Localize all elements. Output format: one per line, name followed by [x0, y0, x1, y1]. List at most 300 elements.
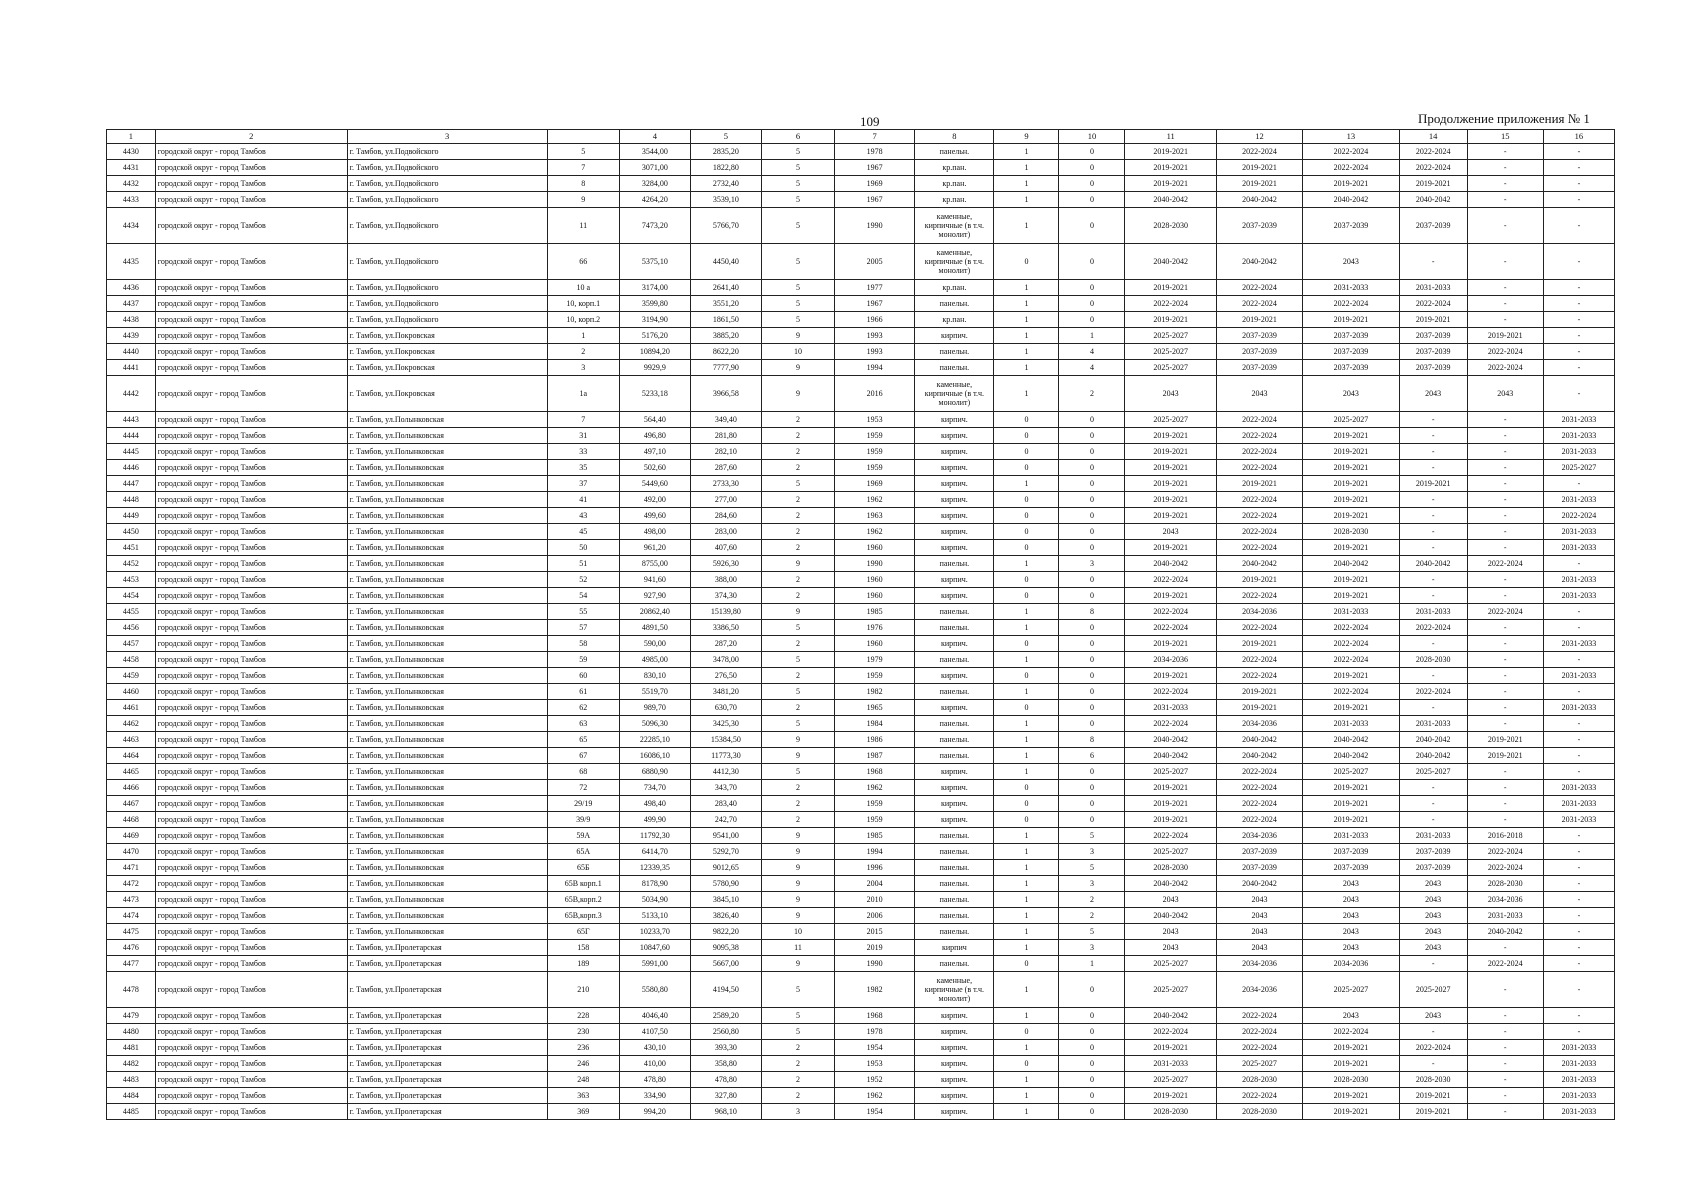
period-15-cell: - [1467, 192, 1543, 208]
house-number-cell: 10, корп.2 [547, 312, 619, 328]
house-number-cell: 7 [547, 412, 619, 428]
total-area-cell: 734,70 [619, 780, 690, 796]
living-area-cell: 5667,00 [690, 956, 761, 972]
col-10-value-cell: 0 [1059, 796, 1125, 812]
row-number-cell: 4460 [107, 684, 156, 700]
period-14-cell: 2037-2039 [1399, 844, 1467, 860]
header-row [107, 130, 1615, 144]
row-number-cell: 4468 [107, 812, 156, 828]
period-11-cell: 2019-2021 [1125, 1088, 1216, 1104]
period-11-cell: 2019-2021 [1125, 588, 1216, 604]
period-14-cell: 2019-2021 [1399, 476, 1467, 492]
period-12-cell: 2022-2024 [1216, 460, 1302, 476]
period-12-cell: 2019-2021 [1216, 312, 1302, 328]
col-10-value-cell: 0 [1059, 508, 1125, 524]
period-12-cell: 2019-2021 [1216, 160, 1302, 176]
row-number-cell: 4454 [107, 588, 156, 604]
build-year-cell: 1959 [835, 428, 915, 444]
row-number-cell: 4449 [107, 508, 156, 524]
wall-material-cell: каменные, кирпичные (в т.ч. монолит) [915, 972, 994, 1008]
period-12-cell: 2019-2021 [1216, 636, 1302, 652]
total-area-cell: 334,90 [619, 1088, 690, 1104]
period-16-cell: - [1543, 160, 1614, 176]
living-area-cell: 3425,30 [690, 716, 761, 732]
col-10-value-cell: 0 [1059, 972, 1125, 1008]
floors-cell: 9 [761, 892, 834, 908]
build-year-cell: 1959 [835, 668, 915, 684]
living-area-cell: 281,80 [690, 428, 761, 444]
house-number-cell: 158 [547, 940, 619, 956]
period-14-cell: 2031-2033 [1399, 716, 1467, 732]
period-14-cell: 2043 [1399, 892, 1467, 908]
period-13-cell: 2019-2021 [1303, 572, 1399, 588]
build-year-cell: 1969 [835, 476, 915, 492]
total-area-cell: 3071,00 [619, 160, 690, 176]
col-9-value-cell: 0 [994, 492, 1059, 508]
period-11-cell: 2022-2024 [1125, 296, 1216, 312]
build-year-cell: 1959 [835, 444, 915, 460]
house-number-cell: 39/9 [547, 812, 619, 828]
street-address-cell: г. Тамбов, ул.Полынковская [347, 732, 547, 748]
col-9-value-cell: 1 [994, 280, 1059, 296]
col-9-value-cell: 1 [994, 972, 1059, 1008]
municipality-cell: городской округ - город Тамбов [155, 144, 347, 160]
house-number-cell: 10, корп.1 [547, 296, 619, 312]
municipality-cell: городской округ - город Тамбов [155, 508, 347, 524]
municipality-cell: городской округ - город Тамбов [155, 296, 347, 312]
row-number-cell: 4471 [107, 860, 156, 876]
floors-cell: 10 [761, 344, 834, 360]
col-10-value-cell: 4 [1059, 344, 1125, 360]
period-13-cell: 2022-2024 [1303, 144, 1399, 160]
floors-cell: 11 [761, 940, 834, 956]
wall-material-cell: кр.пан. [915, 280, 994, 296]
period-13-cell: 2028-2030 [1303, 524, 1399, 540]
table-row [107, 700, 1615, 716]
period-14-cell: 2043 [1399, 940, 1467, 956]
build-year-cell: 1993 [835, 328, 915, 344]
period-15-cell: 2022-2024 [1467, 344, 1543, 360]
col-10-value-cell: 3 [1059, 876, 1125, 892]
street-address-cell: г. Тамбов, ул.Пролетарская [347, 940, 547, 956]
street-address-cell: г. Тамбов, ул.Полынковская [347, 556, 547, 572]
period-14-cell: 2022-2024 [1399, 144, 1467, 160]
row-number-cell: 4435 [107, 244, 156, 280]
table-row [107, 344, 1615, 360]
row-number-cell: 4452 [107, 556, 156, 572]
col-10-value-cell: 0 [1059, 1088, 1125, 1104]
period-12-cell: 2040-2042 [1216, 556, 1302, 572]
period-16-cell: - [1543, 476, 1614, 492]
wall-material-cell: панельн. [915, 604, 994, 620]
col-10-value-cell: 5 [1059, 924, 1125, 940]
col-9-value-cell: 0 [994, 796, 1059, 812]
period-15-cell: 2043 [1467, 376, 1543, 412]
period-11-cell: 2019-2021 [1125, 444, 1216, 460]
row-number-cell: 4481 [107, 1040, 156, 1056]
period-15-cell: - [1467, 588, 1543, 604]
wall-material-cell: кирпич. [915, 1072, 994, 1088]
total-area-cell: 5133,10 [619, 908, 690, 924]
period-14-cell: 2019-2021 [1399, 176, 1467, 192]
col-10-value-cell: 0 [1059, 312, 1125, 328]
period-13-cell: 2019-2021 [1303, 668, 1399, 684]
house-number-cell: 60 [547, 668, 619, 684]
house-number-cell: 1 [547, 328, 619, 344]
total-area-cell: 989,70 [619, 700, 690, 716]
floors-cell: 9 [761, 748, 834, 764]
period-13-cell: 2037-2039 [1303, 360, 1399, 376]
period-14-cell: - [1399, 428, 1467, 444]
wall-material-cell: панельн. [915, 716, 994, 732]
floors-cell: 9 [761, 876, 834, 892]
period-14-cell: 2043 [1399, 1008, 1467, 1024]
living-area-cell: 9541,00 [690, 828, 761, 844]
period-16-cell: 2031-2033 [1543, 636, 1614, 652]
house-number-cell: 230 [547, 1024, 619, 1040]
row-number-cell: 4443 [107, 412, 156, 428]
period-11-cell: 2019-2021 [1125, 668, 1216, 684]
living-area-cell: 9095,38 [690, 940, 761, 956]
period-15-cell: - [1467, 780, 1543, 796]
house-number-cell: 9 [547, 192, 619, 208]
table-row [107, 556, 1615, 572]
build-year-cell: 1987 [835, 748, 915, 764]
period-16-cell: - [1543, 1024, 1614, 1040]
table-row [107, 812, 1615, 828]
municipality-cell: городской округ - город Тамбов [155, 176, 347, 192]
period-11-cell: 2043 [1125, 924, 1216, 940]
period-16-cell: 2031-2033 [1543, 588, 1614, 604]
period-11-cell: 2025-2027 [1125, 328, 1216, 344]
period-16-cell: - [1543, 956, 1614, 972]
period-13-cell: 2019-2021 [1303, 428, 1399, 444]
period-13-cell: 2043 [1303, 244, 1399, 280]
col-9-value-cell: 1 [994, 860, 1059, 876]
period-15-cell: - [1467, 160, 1543, 176]
row-number-cell: 4484 [107, 1088, 156, 1104]
municipality-cell: городской округ - город Тамбов [155, 956, 347, 972]
house-number-cell: 189 [547, 956, 619, 972]
build-year-cell: 1960 [835, 572, 915, 588]
period-12-cell: 2022-2024 [1216, 144, 1302, 160]
period-13-cell: 2031-2033 [1303, 604, 1399, 620]
col-9-value-cell: 1 [994, 360, 1059, 376]
street-address-cell: г. Тамбов, ул.Полынковская [347, 444, 547, 460]
period-14-cell: - [1399, 668, 1467, 684]
period-11-cell: 2019-2021 [1125, 540, 1216, 556]
municipality-cell: городской округ - город Тамбов [155, 160, 347, 176]
wall-material-cell: каменные, кирпичные (в т.ч. монолит) [915, 244, 994, 280]
period-16-cell: 2031-2033 [1543, 796, 1614, 812]
period-11-cell: 2040-2042 [1125, 908, 1216, 924]
wall-material-cell: панельн. [915, 908, 994, 924]
header-cell: 15 [1467, 130, 1543, 144]
municipality-cell: городской округ - город Тамбов [155, 764, 347, 780]
col-9-value-cell: 1 [994, 940, 1059, 956]
period-11-cell: 2043 [1125, 524, 1216, 540]
row-number-cell: 4430 [107, 144, 156, 160]
col-9-value-cell: 1 [994, 716, 1059, 732]
wall-material-cell: кирпич. [915, 812, 994, 828]
period-15-cell: 2022-2024 [1467, 844, 1543, 860]
total-area-cell: 10233,70 [619, 924, 690, 940]
total-area-cell: 5096,30 [619, 716, 690, 732]
wall-material-cell: кирпич. [915, 1008, 994, 1024]
period-13-cell: 2019-2021 [1303, 1040, 1399, 1056]
period-15-cell: - [1467, 700, 1543, 716]
period-16-cell: 2031-2033 [1543, 812, 1614, 828]
wall-material-cell: каменные, кирпичные (в т.ч. монолит) [915, 376, 994, 412]
period-11-cell: 2031-2033 [1125, 1056, 1216, 1072]
period-11-cell: 2040-2042 [1125, 748, 1216, 764]
floors-cell: 5 [761, 620, 834, 636]
table-row [107, 844, 1615, 860]
street-address-cell: г. Тамбов, ул.Полынковская [347, 892, 547, 908]
living-area-cell: 358,80 [690, 1056, 761, 1072]
period-14-cell: - [1399, 796, 1467, 812]
col-10-value-cell: 0 [1059, 588, 1125, 604]
col-9-value-cell: 1 [994, 192, 1059, 208]
period-14-cell: 2040-2042 [1399, 732, 1467, 748]
col-9-value-cell: 1 [994, 844, 1059, 860]
wall-material-cell: панельн. [915, 732, 994, 748]
col-9-value-cell: 1 [994, 1008, 1059, 1024]
row-number-cell: 4473 [107, 892, 156, 908]
row-number-cell: 4475 [107, 924, 156, 940]
period-11-cell: 2022-2024 [1125, 828, 1216, 844]
table-row [107, 376, 1615, 412]
total-area-cell: 5519,70 [619, 684, 690, 700]
period-11-cell: 2019-2021 [1125, 176, 1216, 192]
street-address-cell: г. Тамбов, ул.Полынковская [347, 636, 547, 652]
period-15-cell: 2022-2024 [1467, 860, 1543, 876]
col-10-value-cell: 0 [1059, 412, 1125, 428]
build-year-cell: 1962 [835, 524, 915, 540]
period-16-cell: 2031-2033 [1543, 1040, 1614, 1056]
period-14-cell: 2025-2027 [1399, 764, 1467, 780]
col-10-value-cell: 0 [1059, 684, 1125, 700]
period-13-cell: 2019-2021 [1303, 1056, 1399, 1072]
living-area-cell: 3885,20 [690, 328, 761, 344]
col-9-value-cell: 1 [994, 620, 1059, 636]
col-10-value-cell: 0 [1059, 572, 1125, 588]
row-number-cell: 4444 [107, 428, 156, 444]
total-area-cell: 5034,90 [619, 892, 690, 908]
street-address-cell: г. Тамбов, ул.Полынковская [347, 876, 547, 892]
total-area-cell: 3599,80 [619, 296, 690, 312]
period-11-cell: 2025-2027 [1125, 344, 1216, 360]
table-row [107, 652, 1615, 668]
living-area-cell: 3966,58 [690, 376, 761, 412]
table-row [107, 192, 1615, 208]
total-area-cell: 3284,00 [619, 176, 690, 192]
period-15-cell: - [1467, 636, 1543, 652]
street-address-cell: г. Тамбов, ул.Пролетарская [347, 1072, 547, 1088]
table-row [107, 1104, 1615, 1120]
period-12-cell: 2022-2024 [1216, 668, 1302, 684]
period-12-cell: 2040-2042 [1216, 748, 1302, 764]
period-14-cell: - [1399, 780, 1467, 796]
house-number-cell: 52 [547, 572, 619, 588]
col-9-value-cell: 1 [994, 144, 1059, 160]
col-10-value-cell: 0 [1059, 444, 1125, 460]
row-number-cell: 4446 [107, 460, 156, 476]
street-address-cell: г. Тамбов, ул.Полынковская [347, 796, 547, 812]
total-area-cell: 20862,40 [619, 604, 690, 620]
house-number-cell: 68 [547, 764, 619, 780]
total-area-cell: 12339,35 [619, 860, 690, 876]
wall-material-cell: кирпич. [915, 1088, 994, 1104]
period-15-cell: - [1467, 652, 1543, 668]
row-number-cell: 4485 [107, 1104, 156, 1120]
col-10-value-cell: 0 [1059, 1008, 1125, 1024]
period-16-cell: 2031-2033 [1543, 492, 1614, 508]
col-9-value-cell: 1 [994, 908, 1059, 924]
period-16-cell: - [1543, 376, 1614, 412]
street-address-cell: г. Тамбов, ул.Покровская [347, 360, 547, 376]
col-9-value-cell: 0 [994, 588, 1059, 604]
period-15-cell: - [1467, 244, 1543, 280]
period-12-cell: 2022-2024 [1216, 444, 1302, 460]
floors-cell: 9 [761, 828, 834, 844]
municipality-cell: городской округ - город Тамбов [155, 344, 347, 360]
period-13-cell: 2019-2021 [1303, 476, 1399, 492]
total-area-cell: 830,10 [619, 668, 690, 684]
municipality-cell: городской округ - город Тамбов [155, 1088, 347, 1104]
build-year-cell: 1969 [835, 176, 915, 192]
col-10-value-cell: 0 [1059, 1040, 1125, 1056]
floors-cell: 2 [761, 1088, 834, 1104]
house-number-cell: 55 [547, 604, 619, 620]
street-address-cell: г. Тамбов, ул.Подвойского [347, 312, 547, 328]
period-13-cell: 2019-2021 [1303, 796, 1399, 812]
col-9-value-cell: 1 [994, 344, 1059, 360]
row-number-cell: 4477 [107, 956, 156, 972]
build-year-cell: 1979 [835, 652, 915, 668]
period-13-cell: 2043 [1303, 924, 1399, 940]
build-year-cell: 1990 [835, 556, 915, 572]
street-address-cell: г. Тамбов, ул.Полынковская [347, 540, 547, 556]
living-area-cell: 3481,20 [690, 684, 761, 700]
col-10-value-cell: 0 [1059, 160, 1125, 176]
row-number-cell: 4483 [107, 1072, 156, 1088]
wall-material-cell: панельн. [915, 860, 994, 876]
period-12-cell: 2028-2030 [1216, 1104, 1302, 1120]
period-16-cell: 2031-2033 [1543, 428, 1614, 444]
period-15-cell: 2019-2021 [1467, 748, 1543, 764]
wall-material-cell: панельн. [915, 956, 994, 972]
appendix-continuation-label: Продолжение приложения № 1 [1418, 111, 1590, 126]
total-area-cell: 16086,10 [619, 748, 690, 764]
table-row [107, 1072, 1615, 1088]
col-10-value-cell: 0 [1059, 192, 1125, 208]
street-address-cell: г. Тамбов, ул.Подвойского [347, 160, 547, 176]
header-cell: 5 [690, 130, 761, 144]
total-area-cell: 499,90 [619, 812, 690, 828]
period-14-cell: - [1399, 572, 1467, 588]
build-year-cell: 1976 [835, 620, 915, 636]
period-11-cell: 2025-2027 [1125, 1072, 1216, 1088]
municipality-cell: городской округ - город Тамбов [155, 652, 347, 668]
header-cell [547, 130, 619, 144]
period-15-cell: - [1467, 208, 1543, 244]
table-row [107, 412, 1615, 428]
build-year-cell: 1959 [835, 460, 915, 476]
period-13-cell: 2031-2033 [1303, 280, 1399, 296]
period-11-cell: 2025-2027 [1125, 360, 1216, 376]
municipality-cell: городской округ - город Тамбов [155, 668, 347, 684]
floors-cell: 2 [761, 444, 834, 460]
total-area-cell: 5580,80 [619, 972, 690, 1008]
period-13-cell: 2025-2027 [1303, 412, 1399, 428]
municipality-cell: городской округ - город Тамбов [155, 972, 347, 1008]
table-row [107, 892, 1615, 908]
period-14-cell: - [1399, 588, 1467, 604]
header-cell: 2 [155, 130, 347, 144]
living-area-cell: 283,00 [690, 524, 761, 540]
house-number-cell: 59А [547, 828, 619, 844]
period-14-cell: 2031-2033 [1399, 828, 1467, 844]
period-14-cell: 2037-2039 [1399, 360, 1467, 376]
period-14-cell: - [1399, 812, 1467, 828]
period-16-cell: - [1543, 764, 1614, 780]
floors-cell: 5 [761, 296, 834, 312]
wall-material-cell: панельн. [915, 684, 994, 700]
street-address-cell: г. Тамбов, ул.Полынковская [347, 716, 547, 732]
period-12-cell: 2028-2030 [1216, 1072, 1302, 1088]
period-15-cell: - [1467, 412, 1543, 428]
wall-material-cell: панельн. [915, 828, 994, 844]
period-14-cell: 2022-2024 [1399, 684, 1467, 700]
col-9-value-cell: 1 [994, 748, 1059, 764]
header-cell: 4 [619, 130, 690, 144]
living-area-cell: 284,60 [690, 508, 761, 524]
build-year-cell: 2010 [835, 892, 915, 908]
build-year-cell: 1953 [835, 412, 915, 428]
period-12-cell: 2022-2024 [1216, 492, 1302, 508]
table-row [107, 1056, 1615, 1072]
period-12-cell: 2040-2042 [1216, 244, 1302, 280]
table-row [107, 176, 1615, 192]
municipality-cell: городской округ - город Тамбов [155, 444, 347, 460]
wall-material-cell: кирпич. [915, 444, 994, 460]
period-16-cell: - [1543, 344, 1614, 360]
table-row [107, 208, 1615, 244]
floors-cell: 2 [761, 636, 834, 652]
row-number-cell: 4441 [107, 360, 156, 376]
floors-cell: 5 [761, 1008, 834, 1024]
period-13-cell: 2043 [1303, 892, 1399, 908]
total-area-cell: 5233,18 [619, 376, 690, 412]
floors-cell: 5 [761, 176, 834, 192]
street-address-cell: г. Тамбов, ул.Полынковская [347, 860, 547, 876]
period-13-cell: 2022-2024 [1303, 296, 1399, 312]
row-number-cell: 4434 [107, 208, 156, 244]
col-10-value-cell: 0 [1059, 636, 1125, 652]
col-10-value-cell: 0 [1059, 540, 1125, 556]
house-number-cell: 29/19 [547, 796, 619, 812]
period-14-cell: - [1399, 956, 1467, 972]
period-13-cell: 2019-2021 [1303, 588, 1399, 604]
col-9-value-cell: 0 [994, 244, 1059, 280]
living-area-cell: 277,00 [690, 492, 761, 508]
total-area-cell: 590,00 [619, 636, 690, 652]
house-number-cell: 37 [547, 476, 619, 492]
build-year-cell: 1967 [835, 192, 915, 208]
period-15-cell: 2040-2042 [1467, 924, 1543, 940]
period-15-cell: - [1467, 492, 1543, 508]
